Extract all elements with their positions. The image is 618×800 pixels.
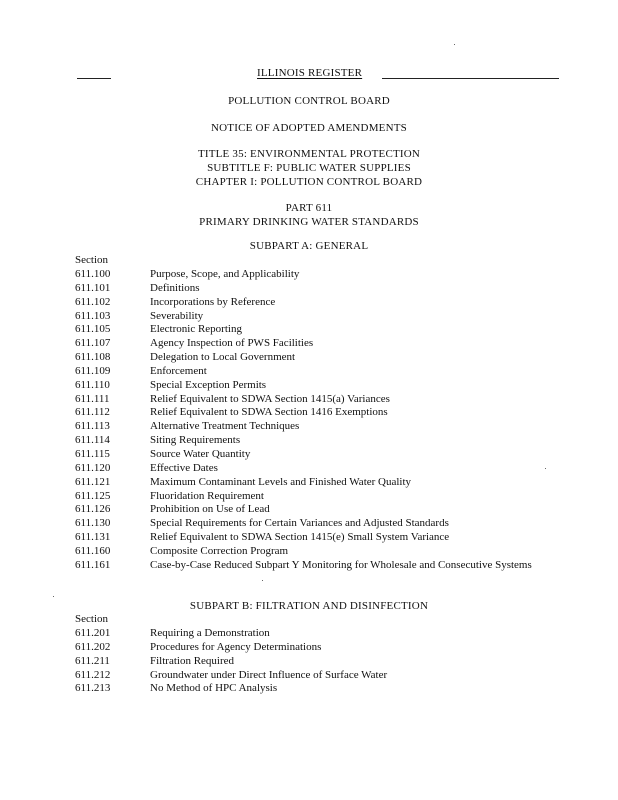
section-title: Special Exception Permits (150, 378, 267, 391)
section-title: Procedures for Agency Determinations (150, 640, 322, 653)
scan-speck (454, 44, 455, 45)
part-name: PRIMARY DRINKING WATER STANDARDS (199, 216, 419, 228)
section-entry (75, 641, 545, 655)
section-entry (75, 337, 545, 351)
section-number: 611.212 (75, 668, 111, 681)
section-title: Requiring a Demonstration (150, 627, 270, 639)
section-number: 611.161 (75, 558, 111, 571)
chapter-line: CHAPTER I: POLLUTION CONTROL BOARD (195, 176, 423, 188)
header-rule-right (382, 78, 559, 79)
section-entry (75, 282, 545, 296)
section-title: Definitions (150, 281, 200, 294)
section-title: Alternative Treatment Techniques (150, 420, 300, 433)
subpart-b-section-label: Section (75, 613, 108, 625)
section-title: Relief Equivalent to SDWA Section 1416 Exemptions (150, 406, 388, 419)
section-entry (75, 531, 545, 545)
section-number: 611.110 (75, 378, 110, 391)
section-number: 611.121 (75, 475, 111, 488)
section-number: 611.120 (75, 461, 111, 474)
section-title: Groundwater under Direct Influence of Surface Water (150, 668, 388, 681)
section-title: Agency Inspection of PWS Facilities (150, 337, 314, 350)
section-title: Composite Correction Program (150, 544, 289, 557)
section-entry (75, 393, 545, 407)
section-number: 611.109 (75, 364, 111, 377)
section-entry (75, 476, 545, 490)
section-number: 611.131 (75, 531, 111, 544)
section-entry (75, 434, 545, 448)
section-entry (75, 420, 545, 434)
section-number: 611.112 (75, 406, 110, 419)
register-header (77, 67, 559, 81)
section-entry (75, 379, 545, 393)
section-title: Case-by-Case Reduced Subpart Y Monitoring for Wholesale and Consecutive Systems (150, 558, 532, 571)
section-number: 611.111 (75, 392, 110, 405)
section-entry (75, 268, 545, 282)
section-number: 611.101 (75, 281, 111, 294)
section-entry (75, 406, 545, 420)
section-entry (75, 503, 545, 517)
section-entry (75, 669, 545, 683)
section-number: 611.114 (75, 434, 110, 447)
section-title: Effective Dates (150, 461, 218, 474)
section-entry (75, 323, 545, 337)
section-title: Fluoridation Requirement (150, 489, 264, 502)
section-entry (75, 545, 545, 559)
register-title: ILLINOIS REGISTER (257, 67, 363, 79)
notice-title: NOTICE OF ADOPTED AMENDMENTS (211, 122, 407, 134)
section-number: 611.125 (75, 489, 111, 502)
section-title: Enforcement (150, 364, 207, 377)
section-number: 611.202 (75, 640, 111, 653)
section-number: 611.102 (75, 295, 111, 308)
section-title: Special Requirements for Certain Variances and Adjusted Standards (150, 517, 449, 530)
section-number: 611.103 (75, 309, 111, 322)
section-title: Incorporations by Reference (150, 295, 276, 308)
section-number: 611.130 (75, 517, 111, 530)
subpart-a-heading: SUBPART A: GENERAL (249, 240, 369, 252)
subpart-a-section-label: Section (75, 254, 108, 266)
section-number: 611.201 (75, 627, 111, 639)
section-number: 611.126 (75, 503, 111, 516)
section-title: Severability (150, 309, 204, 322)
section-number: 611.160 (75, 544, 111, 557)
section-number: 611.113 (75, 420, 110, 433)
section-number: 611.100 (75, 268, 111, 280)
subpart-b-section-list (75, 627, 545, 696)
section-number: 611.211 (75, 654, 110, 667)
section-title: Delegation to Local Government (150, 351, 296, 364)
scan-speck (53, 596, 54, 597)
section-entry (75, 296, 545, 310)
section-entry (75, 351, 545, 365)
subpart-a-section-list (75, 268, 545, 573)
header-rule-left (77, 78, 111, 79)
section-title: Filtration Required (150, 654, 235, 667)
section-entry (75, 365, 545, 379)
section-entry (75, 517, 545, 531)
scan-speck (545, 468, 546, 469)
section-title: No Method of HPC Analysis (150, 682, 278, 695)
section-title: Siting Requirements (150, 434, 241, 447)
section-title: Electronic Reporting (150, 323, 242, 336)
section-entry (75, 462, 545, 476)
board-name: POLLUTION CONTROL BOARD (228, 95, 390, 107)
section-title: Purpose, Scope, and Applicability (150, 268, 300, 280)
section-entry (75, 655, 545, 669)
subtitle-line: SUBTITLE F: PUBLIC WATER SUPPLIES (207, 162, 411, 174)
section-number: 611.107 (75, 337, 111, 350)
section-title: Prohibition on Use of Lead (150, 503, 270, 516)
section-entry (75, 448, 545, 462)
subpart-b-heading: SUBPART B: FILTRATION AND DISINFECTION (189, 600, 429, 612)
section-entry (75, 559, 545, 573)
section-entry (75, 627, 545, 641)
section-title: Source Water Quantity (150, 447, 251, 460)
section-entry (75, 310, 545, 324)
section-entry (75, 682, 545, 696)
section-title: Relief Equivalent to SDWA Section 1415(a) Variances (150, 392, 390, 405)
scan-speck (262, 580, 263, 581)
section-number: 611.115 (75, 447, 110, 460)
section-entry (75, 490, 545, 504)
part-number: PART 611 (285, 202, 333, 214)
section-number: 611.213 (75, 682, 111, 695)
section-number: 611.108 (75, 351, 111, 364)
section-number: 611.105 (75, 323, 111, 336)
section-title: Relief Equivalent to SDWA Section 1415(e) Small System Variance (150, 531, 450, 544)
title-line: TITLE 35: ENVIRONMENTAL PROTECTION (197, 148, 421, 160)
section-title: Maximum Contaminant Levels and Finished Water Quality (150, 475, 412, 488)
